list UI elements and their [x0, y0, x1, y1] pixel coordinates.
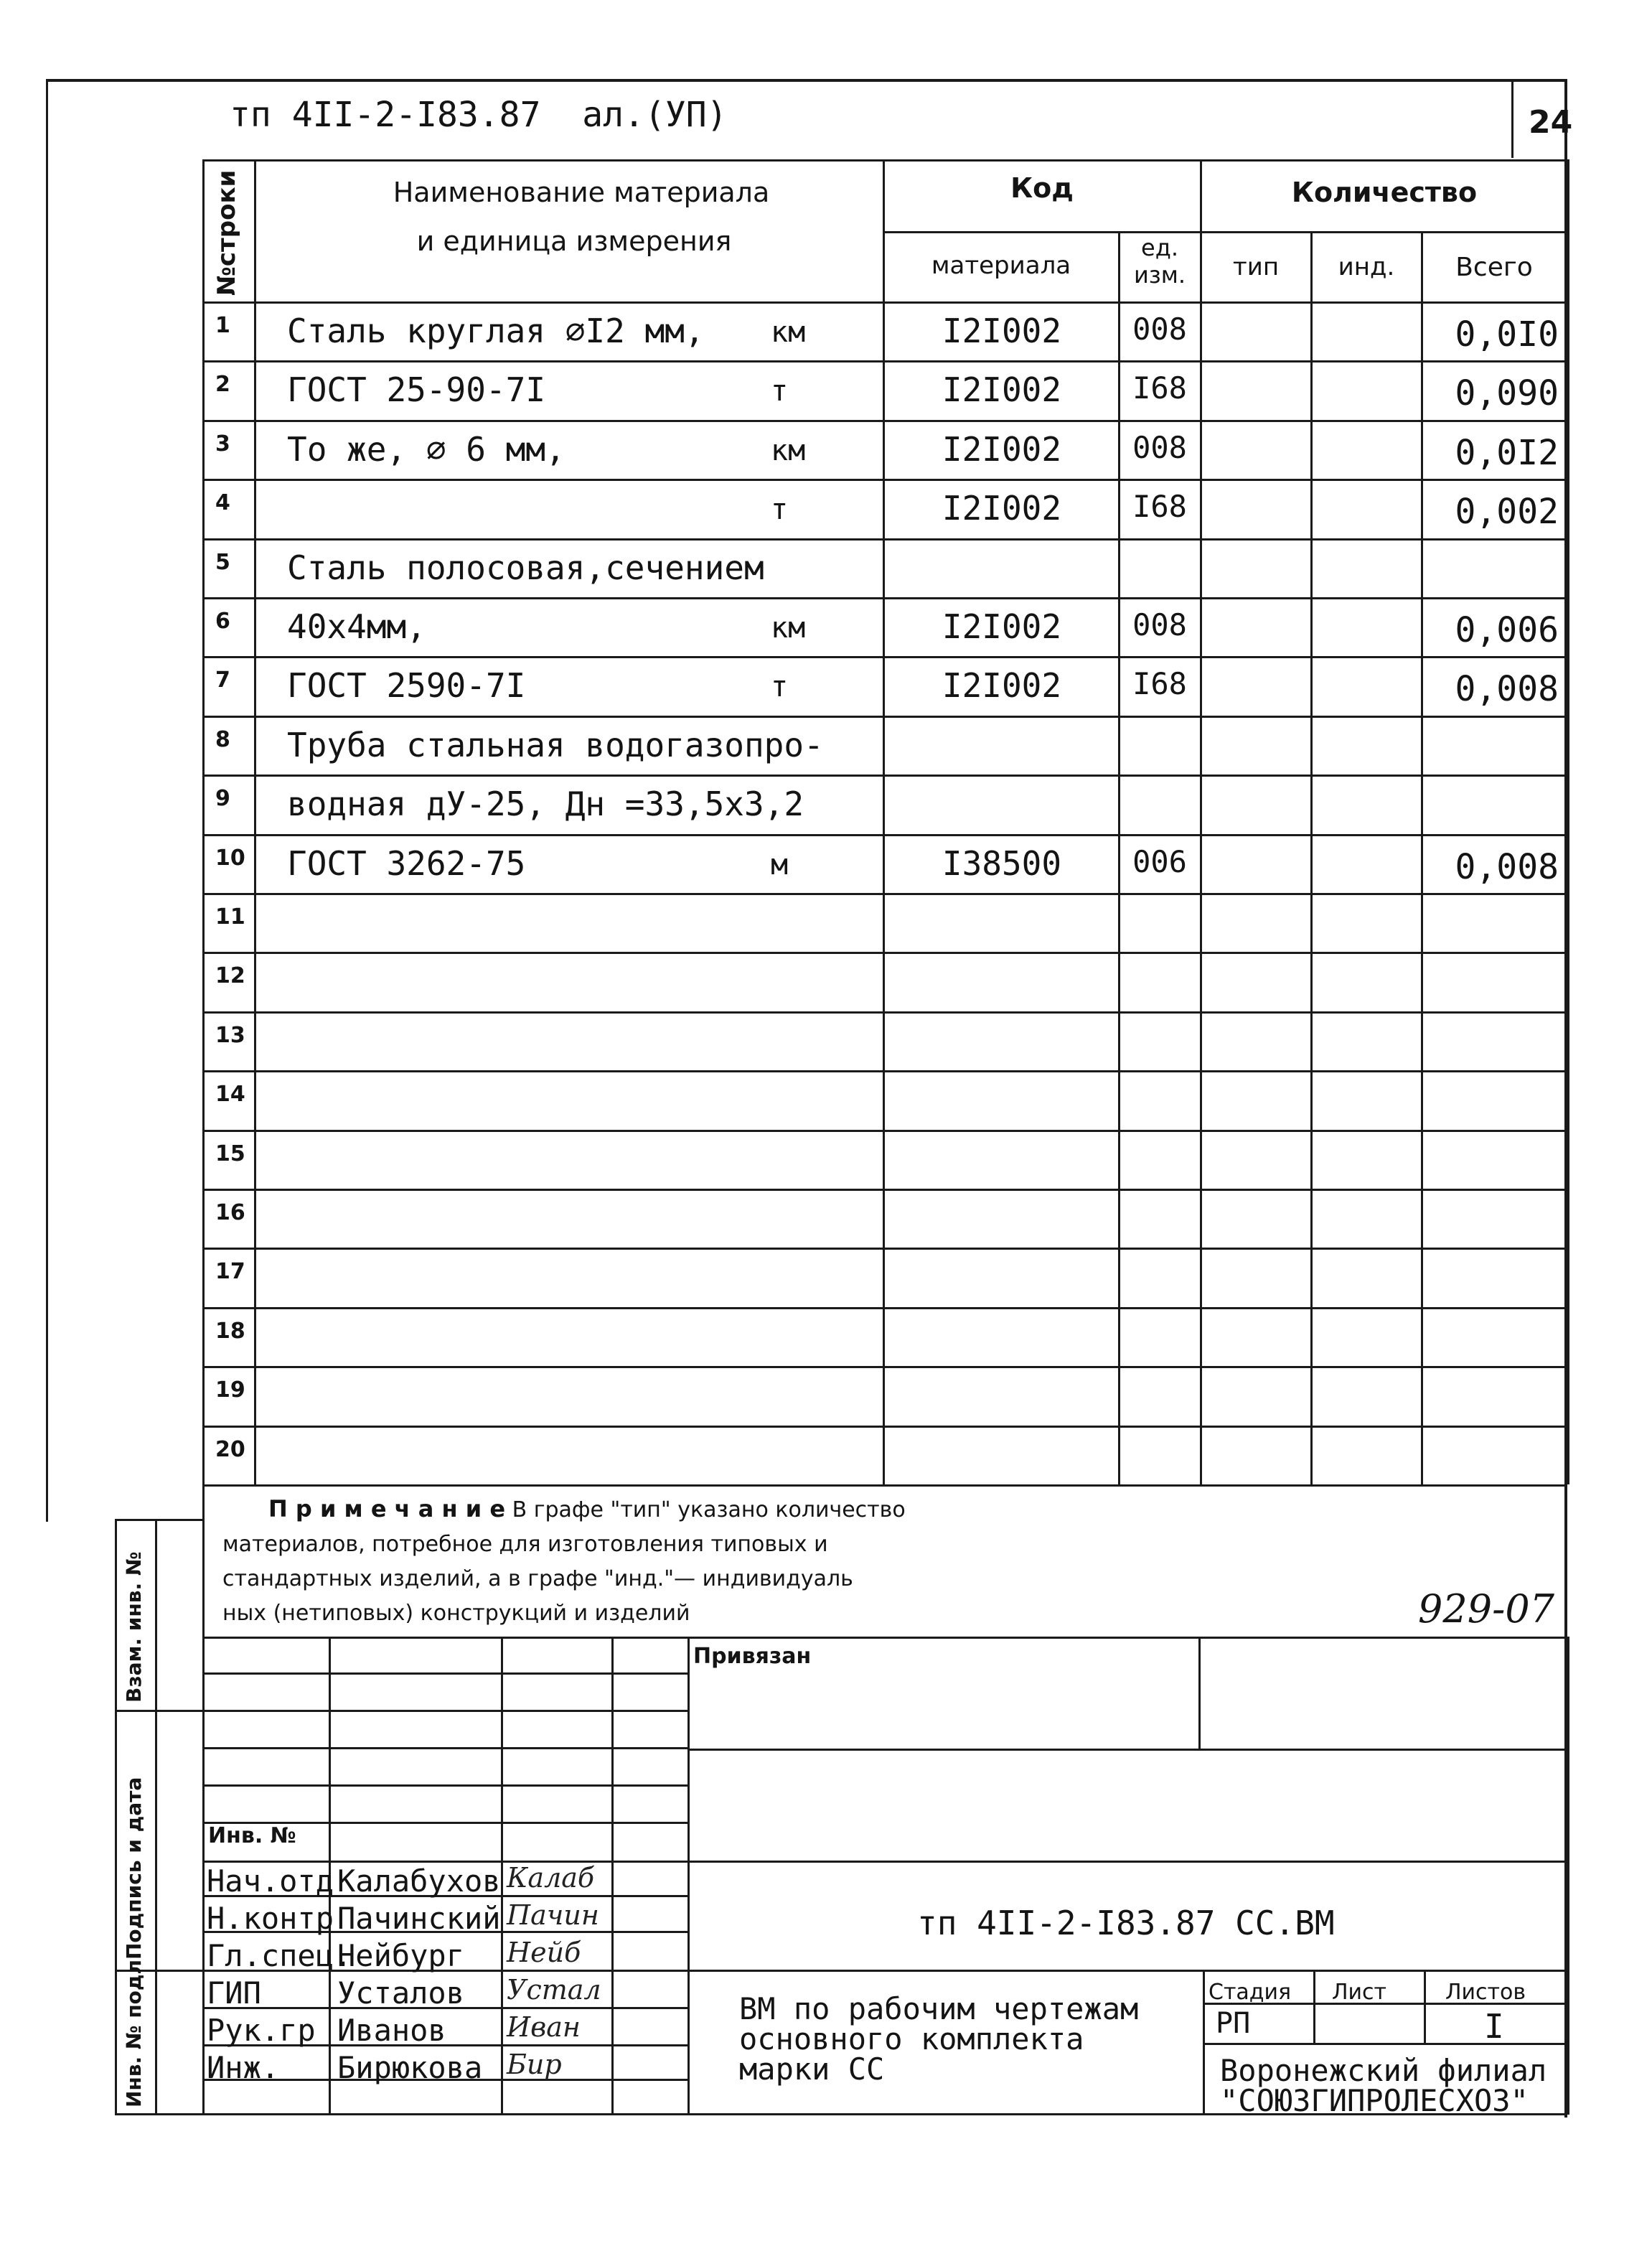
qty-total: 0,002 [1455, 492, 1559, 533]
sheet-label: Лист [1332, 1980, 1387, 2005]
sheet-frame [46, 79, 1567, 2118]
material-unit: км [771, 612, 806, 645]
staff-signature: Бир [507, 2049, 562, 2080]
material-code: I2I002 [942, 370, 1062, 410]
staff-name: Калабухов [337, 1863, 501, 1899]
qty-total: 0,0I2 [1455, 432, 1559, 473]
table-row-line [202, 1011, 1567, 1014]
row-number: 13 [215, 1022, 245, 1048]
code-material-header: материала [931, 251, 1071, 280]
staff-col-line [501, 1637, 503, 2115]
note-text-2: материалов, потребное для изготовления типовых и [222, 1532, 828, 1557]
privyazan-label: Привязан [693, 1644, 812, 1669]
doc-code-text: тп 4II-2-I83.87 [230, 95, 541, 135]
staff-role: Гл.спец. [207, 1938, 352, 1973]
row-number: 14 [215, 1082, 245, 1108]
doc-code-top [687, 1861, 1567, 1863]
material-unit: т [771, 375, 789, 408]
row-number: 11 [215, 904, 245, 930]
row-number: 4 [215, 490, 230, 516]
table-row-line [202, 1484, 1567, 1487]
material-name: Сталь полосовая,сечением [287, 548, 764, 587]
table-row-line [202, 1189, 1567, 1191]
row-number-header: №строки [212, 169, 241, 296]
table-col-line [1567, 159, 1569, 1484]
staff-name: Нейбург [337, 1938, 465, 1973]
staff-role: ГИП [207, 1975, 261, 2011]
material-code: I2I002 [942, 489, 1062, 528]
staff-col-line [611, 1637, 614, 2115]
staff-row-line [202, 1710, 687, 1712]
qty-total: 0,090 [1455, 373, 1559, 414]
table-row-line [202, 716, 1567, 718]
staff-row-line [202, 1747, 687, 1749]
qty-type-header: тип [1232, 253, 1280, 281]
note-text-4: ных (нетиповых) конструкций и изделий [222, 1601, 690, 1626]
material-code: I38500 [942, 843, 1062, 883]
material-name: 40х4мм, [287, 607, 426, 646]
code-header: Код [1010, 172, 1074, 204]
material-unit: км [771, 434, 806, 467]
material-unit: т [771, 493, 789, 527]
side-strip-left [115, 1519, 117, 2115]
unit-code: 006 [1132, 843, 1187, 879]
org-line2: "СОЮЗГИПРОЛЕСХОЗ" [1220, 2083, 1529, 2118]
staff-signature: Иван [507, 2011, 581, 2043]
table-row-line [202, 1070, 1567, 1072]
title-doc-code: тп 4II-2-I83.87 СС.ВМ [917, 1904, 1335, 1942]
table-row-line [202, 1307, 1567, 1309]
staff-row-line [202, 1672, 687, 1675]
material-name: Труба стальная водогазопро- [287, 725, 824, 764]
staff-signature: Нейб [507, 1937, 581, 1968]
qty-total-header: Всего [1455, 253, 1533, 282]
staff-row-line [202, 1861, 687, 1863]
material-name: То же, ∅ 6 мм, [287, 429, 565, 469]
row-number: 20 [215, 1436, 245, 1462]
note-block [222, 1492, 906, 1631]
doc-code-header [230, 95, 728, 135]
material-unit: м [771, 848, 789, 881]
side-label-podpis: Подпись и дата [122, 1777, 146, 1960]
stage-value-line [1203, 2043, 1567, 2045]
org-line1: Воронежский филиал [1220, 2053, 1547, 2088]
title-text [739, 1991, 1139, 2087]
row-number: 3 [215, 431, 230, 457]
row-number: 7 [215, 668, 230, 693]
row-number: 15 [215, 1141, 245, 1166]
table-row-line [202, 1248, 1567, 1250]
table-col-line [883, 159, 885, 1484]
title-line2: основного комплекта [739, 2021, 1084, 2057]
stage-col-2 [1424, 1970, 1426, 2043]
stage-value: РП [1216, 2007, 1251, 2040]
unit-code: I68 [1132, 666, 1187, 702]
table-subheader-line [883, 231, 1567, 233]
material-code: I2I002 [942, 429, 1062, 469]
album-text: ал.(УП) [582, 95, 728, 135]
row-number: 5 [215, 549, 230, 575]
table-row-line [202, 479, 1567, 481]
staff-role: Нач.отд [207, 1863, 334, 1899]
row-number: 12 [215, 963, 245, 989]
sheets-value: I [1484, 2007, 1504, 2046]
row-number: 8 [215, 726, 230, 752]
note-text-1: В графе "тип" указано количество [512, 1497, 906, 1522]
qty-total: 0,008 [1455, 669, 1559, 710]
note-text-3: стандартных изделий, а в графе "инд."— индивидуаль [222, 1566, 853, 1591]
staff-name: Усталов [337, 1975, 465, 2011]
stage-label: Стадия [1209, 1980, 1292, 2005]
row-number: 9 [215, 786, 230, 812]
table-row-line [202, 597, 1567, 599]
quantity-header: Количество [1291, 177, 1478, 208]
title-line1: ВМ по рабочим чертежам [739, 1991, 1139, 2026]
qty-total: 0,0I0 [1455, 314, 1559, 355]
title-top-line [202, 1637, 1567, 1639]
name-header-line1: Наименование материала [393, 177, 770, 208]
side-strip-mid [155, 1519, 157, 2115]
staff-row-line [202, 1784, 687, 1787]
unit-code: 008 [1132, 607, 1187, 642]
unit-code-header-1: ед. [1141, 234, 1178, 261]
note-line1 [222, 1492, 906, 1527]
table-row-line [202, 360, 1567, 362]
side-label-inv-podl: Инв. № подл. [122, 1952, 146, 2107]
row-number: 19 [215, 1377, 245, 1403]
org-text [1220, 2053, 1547, 2118]
table-row-line [202, 952, 1567, 954]
doc-code-bottom [687, 1970, 1567, 1972]
material-unit: т [771, 670, 789, 704]
table-row-line [202, 301, 1567, 304]
material-name: водная дУ-25, Дн =33,5х3,2 [287, 785, 804, 824]
title-line3: марки СС [739, 2051, 885, 2087]
row-number: 17 [215, 1259, 245, 1285]
frame-left-line [46, 79, 48, 1522]
table-row-line [202, 834, 1567, 836]
row-number: 16 [215, 1200, 245, 1225]
material-unit: км [771, 316, 806, 349]
note-title: П р и м е ч а н и е [268, 1495, 506, 1522]
table-row-line [202, 656, 1567, 658]
table-col-line [202, 159, 205, 1484]
row-number: 1 [215, 313, 230, 338]
table-row-line [202, 1366, 1567, 1368]
unit-code: I68 [1132, 489, 1187, 525]
title-block-right [1567, 1637, 1569, 2115]
stage-col-1 [1313, 1970, 1315, 2043]
page-number: 24 [1529, 104, 1573, 141]
table-row-line [202, 1426, 1567, 1428]
staff-signature: Пачин [507, 1899, 599, 1931]
table-row-line [202, 1130, 1567, 1132]
title-block-left [202, 1479, 205, 2115]
material-name: Сталь круглая ∅I2 мм, [287, 312, 705, 350]
staff-signature: Калаб [507, 1862, 595, 1894]
staff-role: Н.контр [207, 1901, 334, 1936]
qty-total: 0,006 [1455, 610, 1559, 650]
page-number-divider [1511, 79, 1513, 158]
privyazan-divider [1198, 1637, 1201, 1749]
row-number: 6 [215, 609, 230, 634]
staff-role: Инж. [207, 2050, 280, 2085]
side-strip-div1 [115, 1710, 202, 1712]
side-label-vzam: Взам. инв. № [122, 1551, 146, 1703]
staff-name: Бирюкова [337, 2050, 483, 2085]
material-code: I2I002 [942, 607, 1062, 646]
table-col-line [254, 159, 256, 1484]
table-top-line [202, 159, 1567, 162]
staff-signature: Устал [507, 1974, 601, 2006]
material-code: I2I002 [942, 312, 1062, 350]
stamp-number: 929-07 [1418, 1586, 1555, 1632]
table-row-line [202, 420, 1567, 422]
table-row-line [202, 893, 1567, 895]
material-name: ГОСТ 25-90-7I [287, 370, 546, 410]
name-header-line2: и единица измерения [416, 225, 732, 257]
staff-name: Пачинский [337, 1901, 501, 1936]
qty-total: 0,008 [1455, 846, 1559, 887]
table-row-line [202, 775, 1567, 777]
material-name: ГОСТ 3262-75 [287, 843, 526, 883]
row-number: 18 [215, 1318, 245, 1344]
unit-code: I68 [1132, 370, 1187, 406]
stage-block-left [1203, 1970, 1205, 2115]
staff-role: Рук.гр [207, 2013, 316, 2048]
material-code: I2I002 [942, 666, 1062, 706]
unit-code: 008 [1132, 429, 1187, 465]
unit-code-header-2: изм. [1133, 261, 1186, 289]
qty-ind-header: инд. [1338, 253, 1395, 281]
staff-name: Иванов [337, 2013, 446, 2048]
table-col-line [1200, 159, 1202, 1484]
sheets-label: Листов [1445, 1980, 1526, 2005]
inv-no-label: Инв. № [208, 1823, 296, 1848]
material-name: ГОСТ 2590-7I [287, 666, 526, 706]
row-number: 10 [215, 845, 245, 871]
row-number: 2 [215, 372, 230, 398]
privyazan-bottom [687, 1749, 1567, 1751]
table-row-line [202, 538, 1567, 541]
unit-code: 008 [1132, 312, 1187, 347]
side-strip-top [115, 1519, 202, 1521]
staff-col-line [687, 1637, 690, 2115]
